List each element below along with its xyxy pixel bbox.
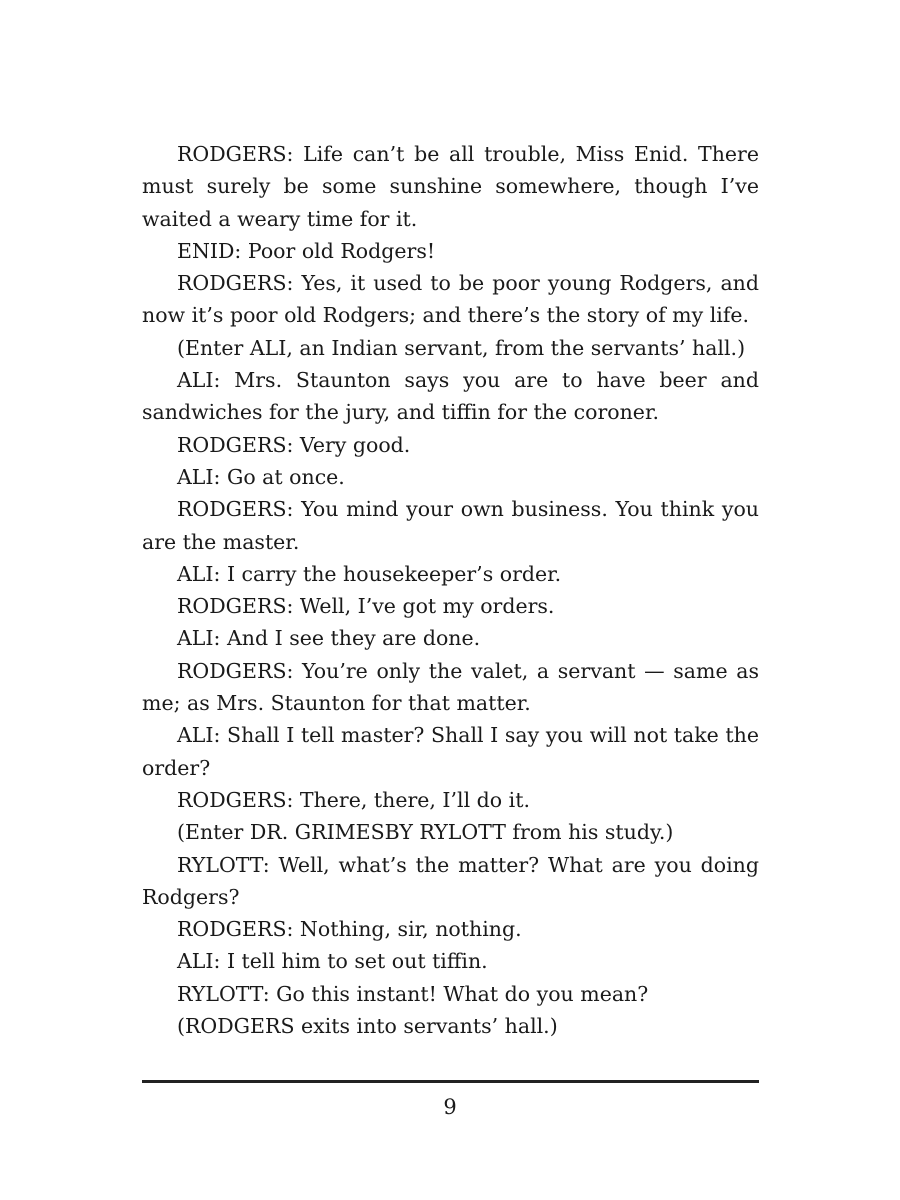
stage-direction-enter-rylott: (Enter DR. GRIMESBY RYLOTT from his study.)	[177, 820, 674, 845]
paragraph-rylott-2: RYLOTT: Go this instant! What do you mean?	[177, 981, 649, 1006]
paragraph-rylott-1: RYLOTT: Well, what’s the matter? What are you doing Rodgers?	[142, 852, 759, 909]
paragraph-rodgers-6: RODGERS: You’re only the valet, a servant — same as me; as Mrs. Staunton for that matter.	[142, 658, 759, 716]
paragraph-rodgers-7: RODGERS: There, there, I’ll do it.	[177, 787, 530, 812]
page-number: 9	[443, 1095, 457, 1119]
paragraph-rodgers-8: RODGERS: Nothing, sir, nothing.	[177, 917, 522, 942]
stage-direction-rodgers-exits: (RODGERS exits into servants’ hall.)	[177, 1014, 558, 1039]
paragraph-rodgers-3: RODGERS: Very good.	[177, 432, 411, 457]
paragraph-ali-6: ALI: I tell him to set out tiffin.	[177, 949, 488, 974]
paragraph-ali-2: ALI: Go at once.	[177, 464, 345, 489]
paragraph-rodgers-4: RODGERS: You mind your own business. You think you are the master.	[142, 497, 759, 554]
page-body	[142, 138, 759, 1042]
paragraph-ali-1: ALI: Mrs. Staunton says you are to have beer and sandwiches for the jury, and tiffin for the coroner.	[142, 368, 759, 425]
paragraph-ali-5: ALI: Shall I tell master? Shall I say you will not take the order?	[142, 723, 759, 780]
footer-rule	[142, 1080, 759, 1083]
paragraph-rodgers-2: RODGERS: Yes, it used to be poor young Rodgers, and now it’s poor old Rodgers; and there’s the story of my life.	[142, 271, 759, 328]
paragraph-ali-4: ALI: And I see they are done.	[177, 626, 481, 651]
paragraph-rodgers-1: RODGERS: Life can’t be all trouble, Miss Enid. There must surely be some sunshine somewhere, though I’ve waited a weary time for it.	[142, 142, 759, 231]
paragraph-enid-1: ENID: Poor old Rodgers!	[177, 238, 436, 263]
paragraph-rodgers-5: RODGERS: Well, I’ve got my orders.	[177, 594, 555, 619]
paragraph-ali-3: ALI: I carry the housekeeper’s order.	[177, 561, 562, 586]
stage-direction-enter-ali: (Enter ALI, an Indian servant, from the servants’ hall.)	[177, 335, 746, 360]
